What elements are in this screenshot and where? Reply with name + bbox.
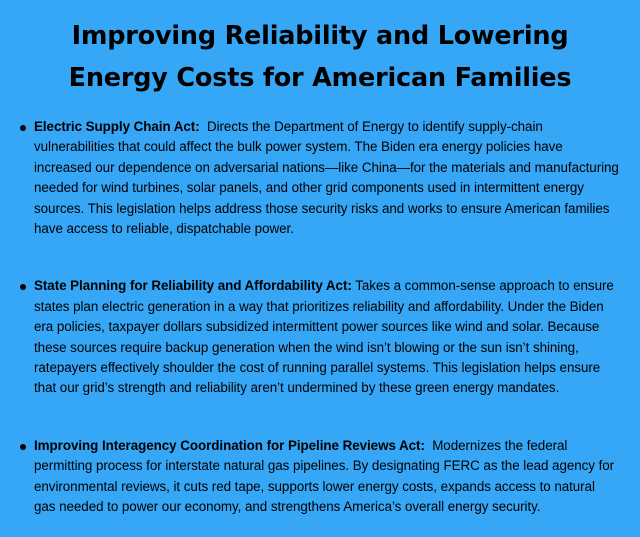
bill-description: Directs the Department of Energy to identify supply-chain vulnerabilities that could affect the bulk power system. The Biden era energy policies have increased our dependence on adversarial nations—like China—for the materials and manufacturing needed for wind turbines, solar panels, and other grid components used in intermittent energy sources. This legislation helps address those security risks and works to ensure American families have access to reliable, dispatchable power. bbox=[34, 119, 619, 237]
list-item-state-planning-act bbox=[20, 276, 620, 398]
bill-name: Electric Supply Chain Act: bbox=[34, 119, 200, 134]
bullet-icon bbox=[20, 444, 26, 450]
list-item-electric-supply-chain-act bbox=[20, 117, 620, 239]
bullet-icon bbox=[20, 125, 26, 131]
bill-list bbox=[20, 117, 620, 518]
title-line-1: Improving Reliability and Lowering bbox=[71, 21, 569, 51]
bill-description: Takes a common-sense approach to ensure states plan electric generation in a way that prioritizes reliability and affordability. Under the Biden era policies, taxpayer dollars subsidized intermittent power sources like wind and solar. Because these sources require backup generation when the wind isn’t blowing or the sun isn’t shining, ratepayers effectively shoulder the cost of running parallel systems. This legislation helps ensure that our grid’s strength and reliability aren’t undermined by these green energy mandates. bbox=[34, 278, 614, 396]
bill-description: Modernizes the federal permitting process for interstate natural gas pipelines. By designating FERC as the lead agency for environmental reviews, it cuts red tape, supports lower energy costs, expands access to natural gas needed to power our economy, and strengthens America’s overall energy security. bbox=[34, 437, 615, 515]
bullet-icon bbox=[20, 284, 26, 290]
list-item-pipeline-reviews-act bbox=[20, 436, 620, 518]
bill-name: State Planning for Reliability and Affordability Act: bbox=[34, 278, 352, 294]
bill-name: Improving Interagency Coordination for Pipeline Reviews Act: bbox=[34, 437, 425, 453]
title-line-2: Energy Costs for American Families bbox=[68, 63, 572, 93]
page-title bbox=[20, 15, 620, 99]
